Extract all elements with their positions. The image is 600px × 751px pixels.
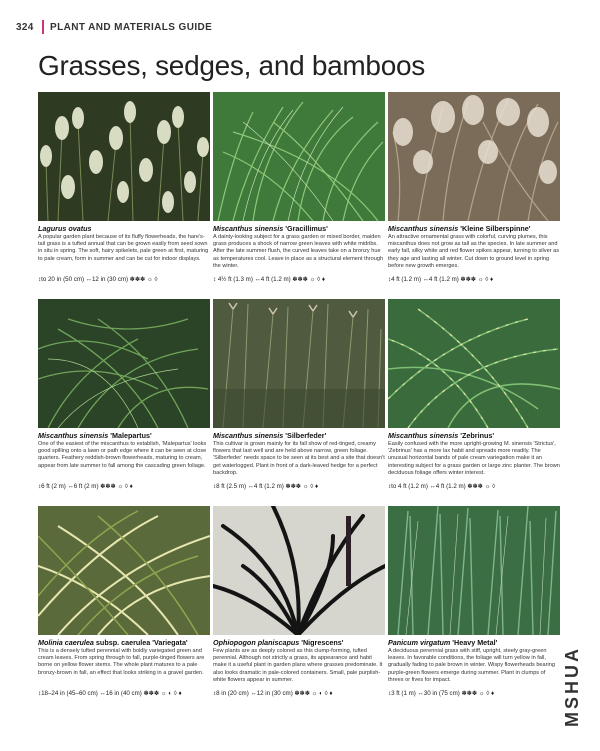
plant-card-malepartus xyxy=(38,299,210,490)
sidebar-text: MSHUA xyxy=(562,646,582,727)
plant-photo xyxy=(388,299,560,428)
plant-name-italic: Panicum virgatum xyxy=(388,638,451,647)
plant-card-zebrinus xyxy=(388,299,560,490)
page-number: 324 xyxy=(16,22,34,33)
plant-specs: ↕8 ft (2.5 m) ↔4 ft (1.2 m) ✽✽✽ ☼ ◊ ♦ xyxy=(213,483,319,490)
plant-card-lagurus xyxy=(38,92,210,283)
plant-description: Few plants are as deeply colored as this clump-forming, tufted perennial. Although not strictly a grass, its appearance and habit make it a useful plant in garden plans where grasses predominate. It also looks dramatic in pale-colored containers. Small, pale purplish-white flowers appear in summer. xyxy=(213,648,383,683)
plant-photo xyxy=(38,92,210,221)
plant-specs: ↕3 ft (1 m) ↔30 in (75 cm) ✽✽✽ ☼ ◊ ♦ xyxy=(388,690,495,697)
plant-specs: ↕8 in (20 cm) ↔12 in (30 cm) ✽✽✽ ☼ ◐ ◊ ♦ xyxy=(213,690,333,697)
plant-card-ophiopogon xyxy=(213,506,385,697)
plant-specs: ↕6 ft (2 m) ↔6 ft (2 m) ✽✽✽ ☼ ◊ ♦ xyxy=(38,483,133,490)
plant-photo xyxy=(213,92,385,221)
plant-card-silberfeder xyxy=(213,299,385,490)
plant-name-rest: 'Nigrescens' xyxy=(299,638,344,647)
header-divider xyxy=(42,20,44,34)
plant-card-kleine-silberspinne xyxy=(388,92,560,283)
plant-name-rest: 'Kleine Silberspinne' xyxy=(458,224,531,233)
plant-name-rest: 'Heavy Metal' xyxy=(450,638,498,647)
plant-specs: ↕to 4 ft (1.2 m) ↔4 ft (1.2 m) ✽✽✽ ☼ ◊ xyxy=(388,483,496,490)
guide-title: PLANT AND MATERIALS GUIDE xyxy=(50,22,213,33)
plant-name-italic: Miscanthus sinensis xyxy=(213,431,284,440)
page-title: Grasses, sedges, and bamboos xyxy=(38,50,425,81)
plant-description: A dainty-looking subject for a grass garden or mixed border, maiden grass produces a shock of narrow green leaves with white midribs. After the late summer flush, the curved leaves take on a bronzy hue as temperatures cool. Leave in place as a structural element through the winter. xyxy=(213,234,384,269)
plant-name-rest: 'Malepartus' xyxy=(108,431,152,440)
plant-description: One of the easiest of the miscanthus to establish, 'Malepartus' looks good spilling onto a lawn or path edge where it can be seen at close quarters. Feathery reddish-brown flowerheads, maturing to cream, appear from late summer to fall among the cascading green foliage. xyxy=(38,441,207,469)
plant-specs: ↕4 ft (1.2 m) ↔4 ft (1.2 m) ✽✽✽ ☼ ◊ ♦ xyxy=(388,276,494,283)
plant-specs: ↕ 4½ ft (1.3 m) ↔4 ft (1.2 m) ✽✽✽ ☼ ◊ ♦ xyxy=(213,276,326,283)
plant-name-italic: Miscanthus sinensis xyxy=(38,431,109,440)
plant-photo xyxy=(38,299,210,428)
plant-description: Easily confused with the more upright-growing M. sinensis 'Strictus', 'Zebrinus' has a more lax habit and spreads more readily. The unusual horizontal bands of pale cream variegation make it an interesting subject for a grass garden or large zinc planter. The brown deciduous foliage offers winter interest. xyxy=(388,441,560,476)
plant-name-rest: 'Silberfeder' xyxy=(283,431,327,440)
plant-card-panicum xyxy=(388,506,560,697)
plant-description: A popular garden plant because of its fluffy flowerheads, the hare's-tail grass is a tufted annual that can be grown easily from seed sown in situ in spring. The soft, hairy spikelets, pale green at first, maturing to pale cream, form in summer and can be cut for indoor displays. xyxy=(38,234,209,262)
plant-description: This is a densely tufted perennial with boldly variegated green and cream leaves. From spring through to fall, purple-tinged flowers are borne on yellow flower stems. The whole plant matures to a pale bronzy-brown in fall, an effect that looks striking in a gravel garden. xyxy=(38,648,205,676)
plant-photo xyxy=(388,506,560,635)
plant-name-italic: Miscanthus sinensis xyxy=(213,224,284,233)
plant-name-italic: Lagurus ovatus xyxy=(38,224,92,233)
plant-name-rest: 'Zebrinus' xyxy=(458,431,495,440)
plant-name-rest: 'Gracillimus' xyxy=(283,224,328,233)
plant-card-gracillimus xyxy=(213,92,385,283)
plant-card-molinia xyxy=(38,506,210,697)
plant-photo xyxy=(388,92,560,221)
plant-name-italic: Ophiopogon planiscapus xyxy=(213,638,300,647)
plant-photo xyxy=(213,506,385,635)
plant-description: This cultivar is grown mainly for its fall show of red-tinged, creamy flowers that last well and are held above narrow, green foliage. 'Silberfeder' needs space to be seen at its best and a site that doesn't get waterlogged. Plant in front of a dark-leaved hedge for a perfect backdrop. xyxy=(213,441,385,476)
plant-specs: ↕to 20 in (50 cm) ↔12 in (30 cm) ✽✽✽ ☼ ◊ xyxy=(38,276,158,283)
page-header xyxy=(0,0,600,38)
plant-name-italic: Molinia caerulea xyxy=(38,638,94,647)
plant-name-italic: Miscanthus sinensis xyxy=(388,224,459,233)
plant-photo xyxy=(38,506,210,635)
plant-description: A deciduous perennial grass with stiff, upright, steely gray-green leaves. In favorable conditions, the foliage will turn yellow in fall, gradually fading to pale brown in winter. Wispy flowerheads bearing purple-green flowers emerge during summer. Plant in clumps of threes or fives for impact. xyxy=(388,648,555,683)
plant-name-rest: subsp. caerulea 'Variegata' xyxy=(93,638,188,647)
plant-specs: ↕18–24 in (45–60 cm) ↔16 in (40 cm) ✽✽✽ ☼ ◐ ◊ ♦ xyxy=(38,690,182,697)
plant-description: An attractive ornamental grass with colorful, curving plumes, this miscanthus does not grow as tall as the species. In late summer and early fall, silky white and red flower spikes appear, turning to silver as they age and lasting all winter. Cut down to ground level in spring before new growth emerges. xyxy=(388,234,559,269)
sidebar-watermark xyxy=(562,632,596,742)
plant-name-italic: Miscanthus sinensis xyxy=(388,431,459,440)
plant-photo xyxy=(213,299,385,428)
